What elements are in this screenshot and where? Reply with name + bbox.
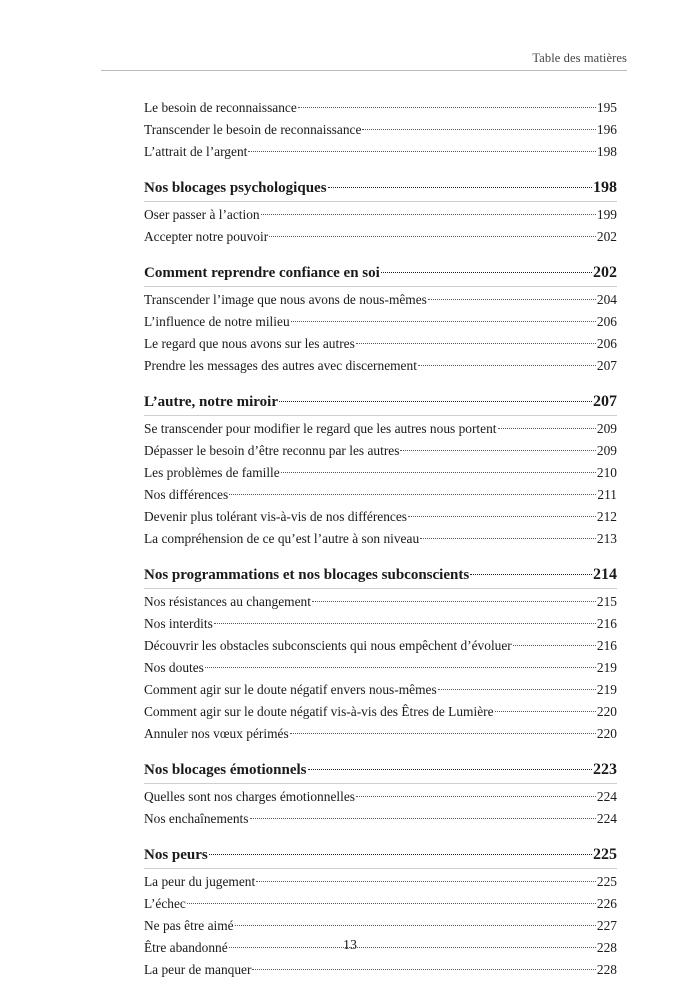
- toc-chapter-title: Nos blocages psychologiques: [144, 180, 327, 196]
- toc-item-page: 199: [596, 207, 617, 222]
- toc-item-row[interactable]: [144, 506, 617, 528]
- dot-leader: [291, 321, 596, 322]
- dot-leader: [400, 450, 595, 451]
- dot-leader: [187, 903, 596, 904]
- toc-item-page: 206: [596, 336, 617, 351]
- toc-chapter-row[interactable]: [144, 389, 617, 416]
- toc-item-title: Être abandonné: [144, 940, 228, 955]
- toc-item-title: Transcender l’image que nous avons de nous-mêmes: [144, 292, 427, 307]
- toc-item-page: 216: [596, 616, 617, 631]
- toc-item-page: 206: [596, 314, 617, 329]
- toc-item-page: 209: [596, 421, 617, 436]
- toc-item-page: 198: [596, 144, 617, 159]
- toc-item-title: Le regard que nous avons sur les autres: [144, 336, 355, 351]
- toc-item-title: Le besoin de reconnaissance: [144, 100, 297, 115]
- toc-item-row[interactable]: [144, 915, 617, 937]
- dot-leader: [248, 151, 596, 152]
- toc-item-title: Nos enchaînements: [144, 811, 249, 826]
- toc-item-page: 224: [596, 811, 617, 826]
- toc-chapter-page: 198: [593, 179, 617, 196]
- dot-leader: [328, 187, 592, 188]
- toc-item-title: Prendre les messages des autres avec discernement: [144, 358, 417, 373]
- toc-item-row[interactable]: [144, 484, 617, 506]
- toc-item-title: Nos différences: [144, 487, 229, 502]
- toc-item-title: Les problèmes de famille: [144, 465, 280, 480]
- toc-item-row[interactable]: [144, 289, 617, 311]
- dot-leader: [418, 365, 596, 366]
- toc-item-row[interactable]: [144, 701, 617, 723]
- toc-item-page: 224: [596, 789, 617, 804]
- toc-item-page: 210: [596, 465, 617, 480]
- toc-item-row[interactable]: [144, 679, 617, 701]
- dot-leader: [498, 428, 596, 429]
- toc-chapter-title: Comment reprendre confiance en soi: [144, 265, 380, 281]
- toc-item-row[interactable]: [144, 613, 617, 635]
- toc-item-page: 204: [596, 292, 617, 307]
- toc-chapter-title: Nos blocages émotionnels: [144, 762, 307, 778]
- dot-leader: [428, 299, 596, 300]
- toc-item-page: 213: [596, 531, 617, 546]
- toc-item-title: Accepter notre pouvoir: [144, 229, 269, 244]
- dot-leader: [252, 969, 595, 970]
- toc-chapter-page: 225: [593, 846, 617, 863]
- dot-leader: [269, 236, 596, 237]
- toc-item-row[interactable]: [144, 418, 617, 440]
- dot-leader: [356, 796, 596, 797]
- toc-item-title: La peur de manquer: [144, 962, 252, 977]
- toc-item-title: La compréhension de ce qu’est l’autre à son niveau: [144, 531, 420, 546]
- toc-item-page: 227: [596, 918, 617, 933]
- toc-chapter-title: Nos peurs: [144, 847, 208, 863]
- toc-chapter-row[interactable]: [144, 260, 617, 287]
- toc-item-page: 216: [596, 638, 617, 653]
- toc-item-page: 228: [596, 940, 617, 955]
- toc-item-row[interactable]: [144, 141, 617, 163]
- toc-item-row[interactable]: [144, 119, 617, 141]
- dot-leader: [513, 645, 596, 646]
- toc-item-row[interactable]: [144, 440, 617, 462]
- dot-leader: [279, 401, 592, 402]
- toc-item-title: L’influence de notre milieu: [144, 314, 290, 329]
- table-of-contents: [144, 97, 617, 981]
- toc-item-title: Devenir plus tolérant vis-à-vis de nos différences: [144, 509, 408, 524]
- running-head-title: Table des matières: [532, 51, 627, 65]
- toc-item-page: 219: [596, 660, 617, 675]
- dot-leader: [235, 925, 596, 926]
- dot-leader: [205, 667, 596, 668]
- toc-item-row[interactable]: [144, 871, 617, 893]
- toc-chapter-title: L’autre, notre miroir: [144, 394, 279, 410]
- dot-leader: [256, 881, 596, 882]
- toc-item-row[interactable]: [144, 462, 617, 484]
- toc-item-title: Annuler nos vœux périmés: [144, 726, 289, 741]
- toc-item-title: Comment agir sur le doute négatif envers nous-mêmes: [144, 682, 437, 697]
- toc-item-page: 226: [596, 896, 617, 911]
- toc-item-title: Transcender le besoin de reconnaissance: [144, 122, 362, 137]
- toc-chapter-page: 207: [593, 393, 617, 410]
- toc-item-title: La peur du jugement: [144, 874, 256, 889]
- toc-item-title: L’échec: [144, 896, 186, 911]
- toc-item-row[interactable]: [144, 786, 617, 808]
- toc-item-title: Oser passer à l’action: [144, 207, 260, 222]
- toc-item-title: Se transcender pour modifier le regard que les autres nous portent: [144, 421, 497, 436]
- toc-item-title: Quelles sont nos charges émotionnelles: [144, 789, 355, 804]
- toc-item-title: Dépasser le besoin d’être reconnu par les autres: [144, 443, 400, 458]
- toc-item-row[interactable]: [144, 97, 617, 119]
- dot-leader: [408, 516, 596, 517]
- dot-leader: [250, 818, 596, 819]
- toc-item-page: 207: [596, 358, 617, 373]
- dot-leader: [381, 272, 592, 273]
- dot-leader: [495, 711, 596, 712]
- dot-leader: [312, 601, 596, 602]
- dot-leader: [281, 472, 596, 473]
- toc-item-row[interactable]: [144, 204, 617, 226]
- toc-item-page: 220: [596, 704, 617, 719]
- toc-item-row[interactable]: [144, 591, 617, 613]
- toc-chapter-page: 214: [593, 566, 617, 583]
- toc-chapter-page: 202: [593, 264, 617, 281]
- dot-leader: [438, 689, 596, 690]
- toc-chapter-row[interactable]: [144, 757, 617, 784]
- toc-item-row[interactable]: [144, 657, 617, 679]
- toc-item-title: Découvrir les obstacles subconscients qui nous empêchent d’évoluer: [144, 638, 512, 653]
- dot-leader: [420, 538, 596, 539]
- toc-chapter-title: Nos programmations et nos blocages subconscients: [144, 567, 470, 583]
- toc-item-page: 220: [596, 726, 617, 741]
- dot-leader: [356, 343, 596, 344]
- toc-item-page: 209: [596, 443, 617, 458]
- toc-chapter-row[interactable]: [144, 842, 617, 869]
- toc-item-row[interactable]: [144, 226, 617, 248]
- toc-item-page: 228: [596, 962, 617, 977]
- dot-leader: [298, 107, 596, 108]
- dot-leader: [308, 769, 593, 770]
- dot-leader: [470, 574, 592, 575]
- toc-item-title: Ne pas être aimé: [144, 918, 234, 933]
- toc-item-title: Nos doutes: [144, 660, 204, 675]
- toc-item-title: Nos résistances au changement: [144, 594, 311, 609]
- dot-leader: [362, 129, 596, 130]
- toc-item-title: Comment agir sur le doute négatif vis-à-vis des Êtres de Lumière: [144, 704, 494, 719]
- toc-item-page: 211: [597, 487, 617, 502]
- header-rule: [101, 70, 627, 71]
- toc-item-page: 212: [596, 509, 617, 524]
- toc-item-page: 202: [596, 229, 617, 244]
- dot-leader: [261, 214, 596, 215]
- toc-item-page: 215: [596, 594, 617, 609]
- page-number: 13: [343, 938, 357, 953]
- dot-leader: [290, 733, 596, 734]
- dot-leader: [214, 623, 596, 624]
- toc-item-page: 196: [596, 122, 617, 137]
- toc-item-row[interactable]: [144, 311, 617, 333]
- toc-item-title: Nos interdits: [144, 616, 213, 631]
- toc-item-row[interactable]: [144, 355, 617, 377]
- toc-item-row[interactable]: [144, 635, 617, 657]
- toc-item-page: 219: [596, 682, 617, 697]
- toc-item-page: 195: [596, 100, 617, 115]
- toc-item-row[interactable]: [144, 808, 617, 830]
- toc-item-title: L’attrait de l’argent: [144, 144, 248, 159]
- toc-chapter-row[interactable]: [144, 562, 617, 589]
- toc-chapter-row[interactable]: [144, 175, 617, 202]
- dot-leader: [209, 854, 592, 855]
- toc-item-row[interactable]: [144, 333, 617, 355]
- toc-item-page: 225: [596, 874, 617, 889]
- toc-item-row[interactable]: [144, 893, 617, 915]
- toc-item-row[interactable]: [144, 959, 617, 981]
- dot-leader: [229, 494, 596, 495]
- toc-item-row[interactable]: [144, 723, 617, 745]
- toc-chapter-page: 223: [593, 761, 617, 778]
- toc-item-row[interactable]: [144, 528, 617, 550]
